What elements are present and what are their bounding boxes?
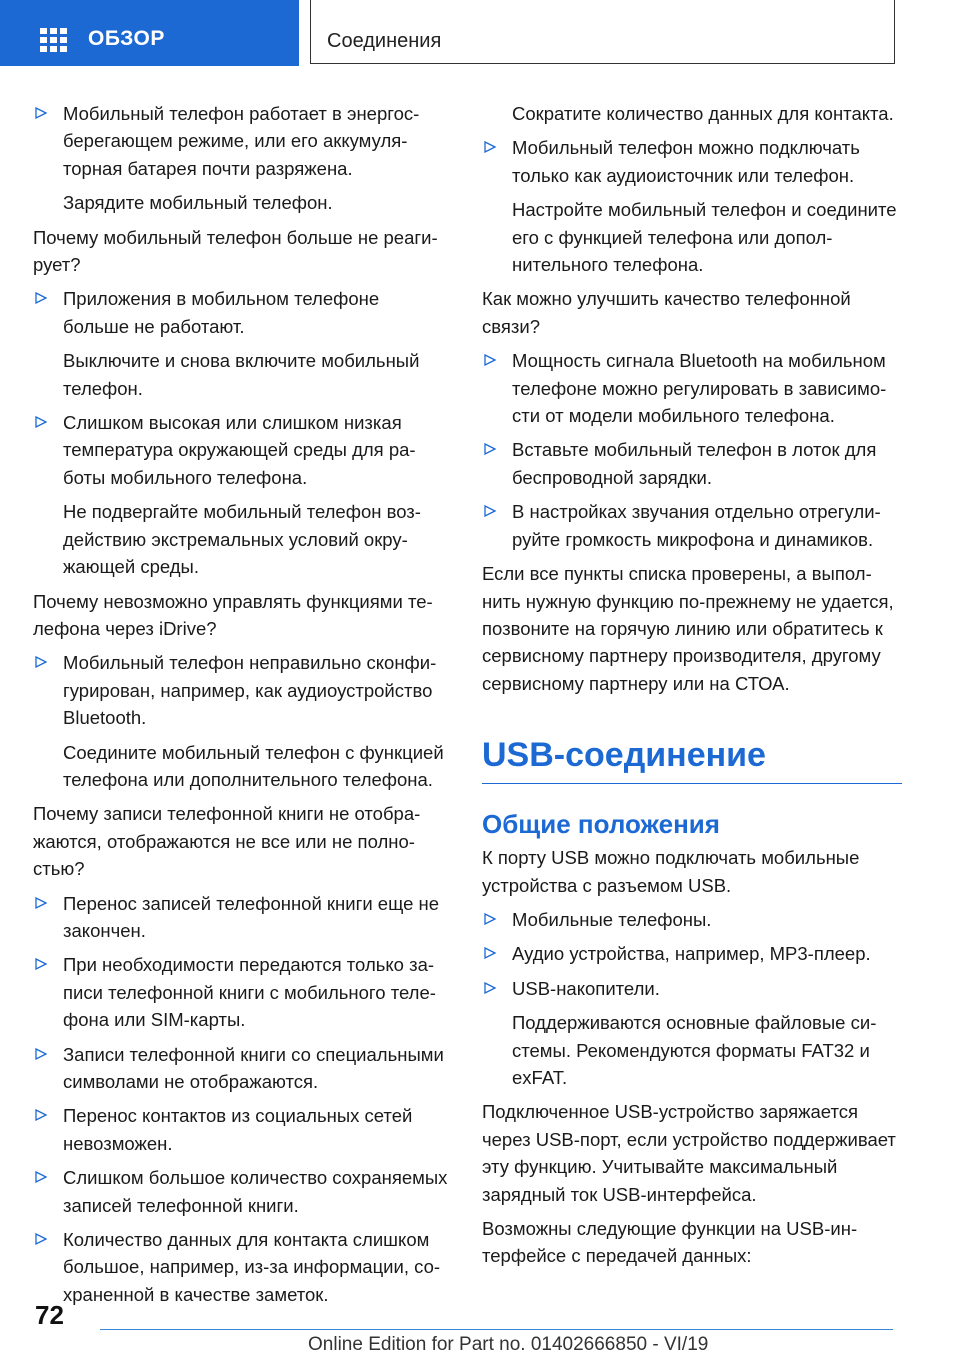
paragraph: Как можно улучшить качество телефонной связи? xyxy=(482,288,851,337)
bullet-triangle-icon xyxy=(35,1048,47,1060)
bullet-triangle-icon xyxy=(484,982,496,994)
paragraph: Возможны следующие функции на USB-интерфейсе с передачей данных: xyxy=(482,1218,858,1267)
list-item xyxy=(33,409,448,491)
list-item-text: В настройках звучания отдельно отрегулируйте громкость микрофона и динамиков. xyxy=(512,501,881,550)
list-item-text: Аудио устройства, например, MP3-плеер. xyxy=(512,943,871,965)
instruction-text: Не подвергайте мобильный телефон воздействию экстремальных условий окружающей среды. xyxy=(63,501,421,578)
list-item-text: USB-накопители. xyxy=(512,977,660,999)
list-item-text: При необходимости передаются только записи телефонной книги с мобильного телефона или SIM-карты. xyxy=(63,954,436,1031)
bullet-triangle-icon xyxy=(35,292,47,304)
overview-button[interactable] xyxy=(0,0,299,66)
list-item-text: Перенос записей телефонной книги еще не закончен. xyxy=(63,892,440,941)
list-item xyxy=(482,940,902,967)
bullet-triangle-icon xyxy=(35,897,47,909)
right-column xyxy=(482,100,902,1277)
grid-icon xyxy=(40,28,67,52)
list-item xyxy=(33,951,448,1033)
list-item xyxy=(482,134,902,189)
list-item xyxy=(33,649,448,731)
left-column xyxy=(33,100,448,1315)
bullet-triangle-icon xyxy=(484,913,496,925)
instruction-text: Соедините мобильный телефон с функцией телефона или дополнительного телефона. xyxy=(63,741,444,790)
paragraph: Почему невозможно управлять функциями телефона через iDrive? xyxy=(33,590,433,639)
list-item xyxy=(482,906,902,933)
paragraph: Если все пункты списка проверены, а выполнить нужную функцию по-прежнему не удается, позвоните на горячую линию или обратитесь к сервисному партнеру производителя, другому сервисному партнеру или на СТОА. xyxy=(482,563,894,694)
list-item-text: Перенос контактов из социальных сетей невозможен. xyxy=(63,1105,413,1154)
list-item-text: Мобильный телефон работает в энергосберегающем режиме, или его аккумуляторная батарея почти разряжена. xyxy=(63,103,420,179)
list-item-text: Слишком большое количество сохраняемых записей телефонной книги. xyxy=(63,1167,448,1216)
paragraph: Почему мобильный телефон больше не реагирует? xyxy=(33,226,438,276)
instruction-text: Поддерживаются основные файловые системы. Рекомендуются форматы FAT32 и exFAT. xyxy=(512,1012,877,1088)
list-item-text: Приложения в мобильном телефоне больше не работают. xyxy=(63,288,380,337)
list-item xyxy=(482,347,902,429)
page-header xyxy=(0,0,960,66)
bullet-triangle-icon xyxy=(35,416,47,428)
footer-divider xyxy=(100,1329,893,1330)
list-item xyxy=(33,1226,448,1308)
instruction-text: Выключите и снова включите мобильный телефон. xyxy=(63,350,420,399)
list-item-text: Мобильный телефон неправильно сконфигурирован, например, как аудиоустройство Bluetooth. xyxy=(63,652,437,729)
list-item xyxy=(482,975,902,1002)
list-item-text: Вставьте мобильный телефон в лоток для беспроводной зарядки. xyxy=(512,439,877,488)
bullet-triangle-icon xyxy=(35,1109,47,1121)
tab-connections-label: Соединения xyxy=(327,30,442,52)
overview-label: ОБЗОР xyxy=(88,27,165,50)
list-item xyxy=(33,100,448,182)
bullet-triangle-icon xyxy=(484,141,496,153)
bullet-triangle-icon xyxy=(35,1233,47,1245)
bullet-triangle-icon xyxy=(35,107,47,119)
list-item xyxy=(33,1164,448,1219)
list-item-text: Записи телефонной книги со специальными символами не отображаются. xyxy=(63,1043,444,1092)
bullet-triangle-icon xyxy=(484,443,496,455)
tab-connections[interactable] xyxy=(310,0,895,64)
list-item-text: Мобильные телефоны. xyxy=(512,908,712,930)
bullet-triangle-icon xyxy=(35,958,47,970)
paragraph: К порту USB можно подключать мобильные устройства с разъемом USB. xyxy=(482,847,860,896)
list-item xyxy=(33,890,448,945)
list-item-text: Количество данных для контакта слишком большое, например, из-за информации, сохраненной в качестве заметок. xyxy=(63,1229,441,1305)
bullet-triangle-icon xyxy=(484,354,496,366)
instruction-text: Сократите количество данных для контакта. xyxy=(512,103,894,124)
footer-edition: Online Edition for Part no. 01402666850 - VI/19 xyxy=(308,1334,709,1355)
list-item xyxy=(33,1102,448,1157)
subsection-title: Общие положения xyxy=(482,809,720,840)
list-item xyxy=(482,436,902,491)
bullet-triangle-icon xyxy=(484,947,496,959)
bullet-triangle-icon xyxy=(484,505,496,517)
list-item-text: Мощность сигнала Bluetooth на мобильном телефоне можно регулировать в зависимости от модели мобильного телефона. xyxy=(512,350,887,427)
instruction-text: Настройте мобильный телефон и соедините его с функцией телефона или дополнительного телефона. xyxy=(512,199,897,276)
list-item-text: Мобильный телефон можно подключать только как аудиоисточник или телефон. xyxy=(512,137,860,186)
list-item xyxy=(33,1041,448,1096)
bullet-triangle-icon xyxy=(35,656,47,668)
page-number: 72 xyxy=(35,1300,64,1330)
list-item-text: Слишком высокая или слишком низкая температура окружающей среды для работы мобильного телефона. xyxy=(63,412,416,488)
instruction-text: Зарядите мобильный телефон. xyxy=(63,192,333,214)
bullet-triangle-icon xyxy=(35,1171,47,1183)
paragraph: Почему записи телефонной книги не отображаются, отображаются не все или не полностью? xyxy=(33,803,421,880)
section-title: USB-соединение xyxy=(482,735,902,784)
list-item xyxy=(33,285,448,340)
paragraph: Подключенное USB-устройство заряжается через USB-порт, если устройство поддерживает эту функцию. Учитывайте максимальный зарядный ток USB-интерфейса. xyxy=(482,1101,896,1205)
list-item xyxy=(482,498,902,553)
